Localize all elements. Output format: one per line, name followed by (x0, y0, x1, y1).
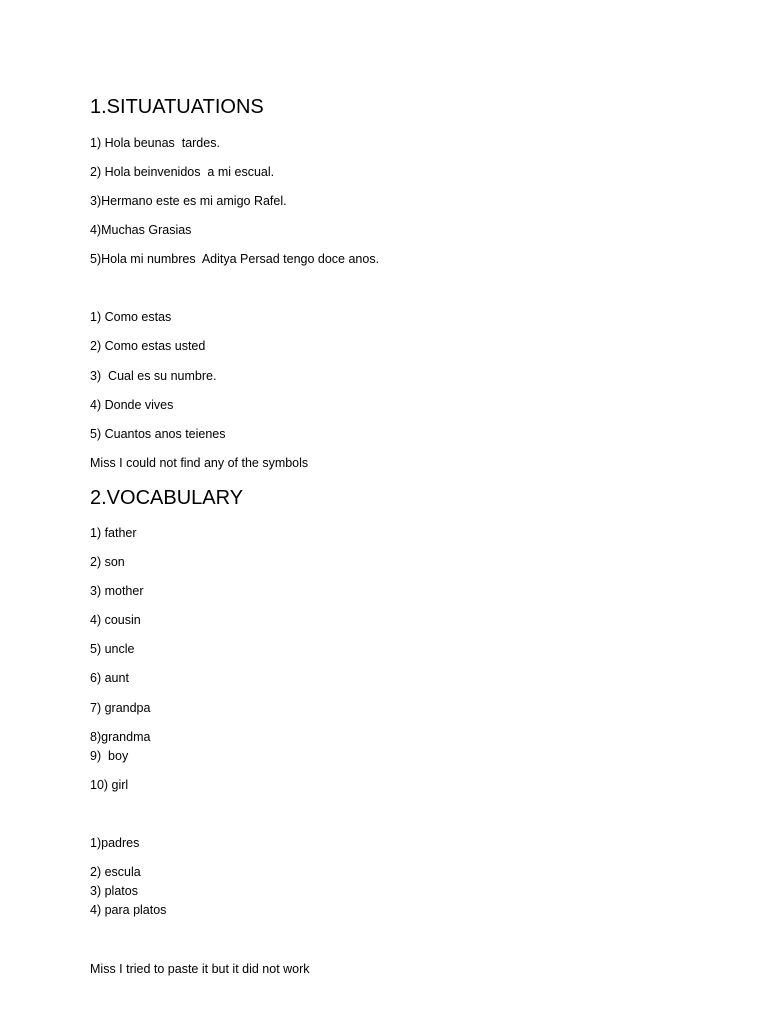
greeting-line: 1) Hola beunas tardes. (90, 136, 220, 150)
question-line: 1) Como estas (90, 310, 172, 324)
paste-note: Miss I tried to paste it but it did not work (90, 962, 310, 976)
vocabulary-word: 4) cousin (90, 613, 141, 627)
question-line: 3) Cual es su numbre. (90, 369, 217, 383)
section-heading-situations: 1.SITUATUATIONS (90, 96, 264, 118)
vocabulary-word: 6) aunt (90, 671, 129, 685)
translation-line: 4) para platos (90, 903, 167, 917)
greeting-line: 3)Hermano este es mi amigo Rafel. (90, 194, 287, 208)
translation-line: 2) escula (90, 865, 141, 879)
greeting-line: 4)Muchas Grasias (90, 223, 192, 237)
vocabulary-word: 3) mother (90, 584, 144, 598)
vocabulary-word: 2) son (90, 555, 125, 569)
vocabulary-word: 8)grandma (90, 730, 151, 744)
vocabulary-word: 1) father (90, 526, 137, 540)
greeting-line: 5)Hola mi numbres Aditya Persad tengo doce anos. (90, 252, 380, 266)
question-line: 2) Como estas usted (90, 339, 206, 353)
vocabulary-word: 9) boy (90, 749, 129, 763)
vocabulary-word: 7) grandpa (90, 701, 151, 715)
vocabulary-word: 10) girl (90, 778, 129, 792)
translation-line: 3) platos (90, 884, 138, 898)
question-line: 4) Donde vives (90, 398, 174, 412)
question-line: 5) Cuantos anos teienes (90, 427, 226, 441)
greeting-line: 2) Hola beinvenidos a mi escual. (90, 165, 275, 179)
symbols-note: Miss I could not find any of the symbols (90, 456, 309, 470)
translation-line: 1)padres (90, 836, 140, 850)
vocabulary-word: 5) uncle (90, 642, 135, 656)
section-heading-vocabulary: 2.VOCABULARY (90, 487, 244, 509)
